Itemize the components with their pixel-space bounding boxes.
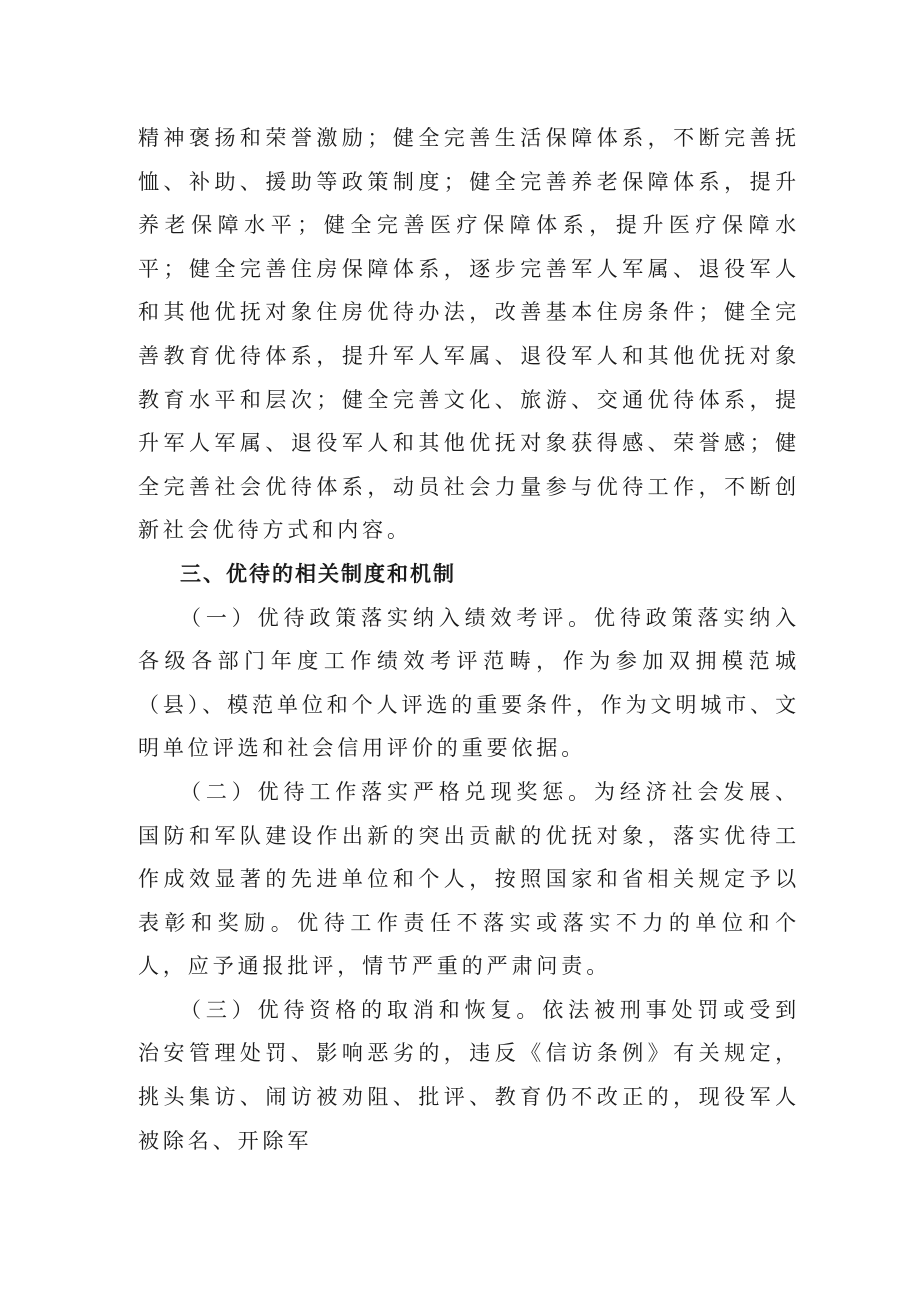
document-body <box>138 117 800 1163</box>
paragraph-performance-evaluation: （一）优待政策落实纳入绩效考评。优待政策落实纳入各级各部门年度工作绩效考评范畴，作为参加双拥模范城（县）、模范单位和个人评选的重要条件，作为文明城市、文明单位评选和社会信用评价的重要依据。 <box>138 605 800 761</box>
section-heading-3: 三、优待的相关制度和机制 <box>180 561 456 586</box>
paragraph-rewards-penalties: （二）优待工作落实严格兑现奖惩。为经济社会发展、国防和军队建设作出新的突出贡献的优抚对象，落实优待工作成效显著的先进单位和个人，按照国家和省相关规定予以表彰和奖励。优待工作责任不落实或落实不力的单位和个人，应予通报批评，情节严重的严肃问责。 <box>138 779 800 979</box>
paragraph-benefit-systems: 精神褒扬和荣誉激励；健全完善生活保障体系，不断完善抚恤、补助、援助等政策制度；健全完善养老保障体系，提升养老保障水平；健全完善医疗保障体系，提升医疗保障水平；健全完善住房保障体系，逐步完善军人军属、退役军人和其他优抚对象住房优待办法，改善基本住房条件；健全完善教育优待体系，提升军人军属、退役军人和其他优抚对象教育水平和层次；健全完善文化、旅游、交通优待体系，提升军人军属、退役军人和其他优抚对象获得感、荣誉感；健全完善社会优待体系，动员社会力量参与优待工作，不断创新社会优待方式和内容。 <box>138 126 800 543</box>
paragraph-qualification-cancel-restore: （三）优待资格的取消和恢复。依法被刑事处罚或受到治安管理处罚、影响恶劣的，违反《信访条例》有关规定，挑头集访、闹访被劝阻、批评、教育仍不改正的，现役军人被除名、开除军 <box>138 997 800 1153</box>
